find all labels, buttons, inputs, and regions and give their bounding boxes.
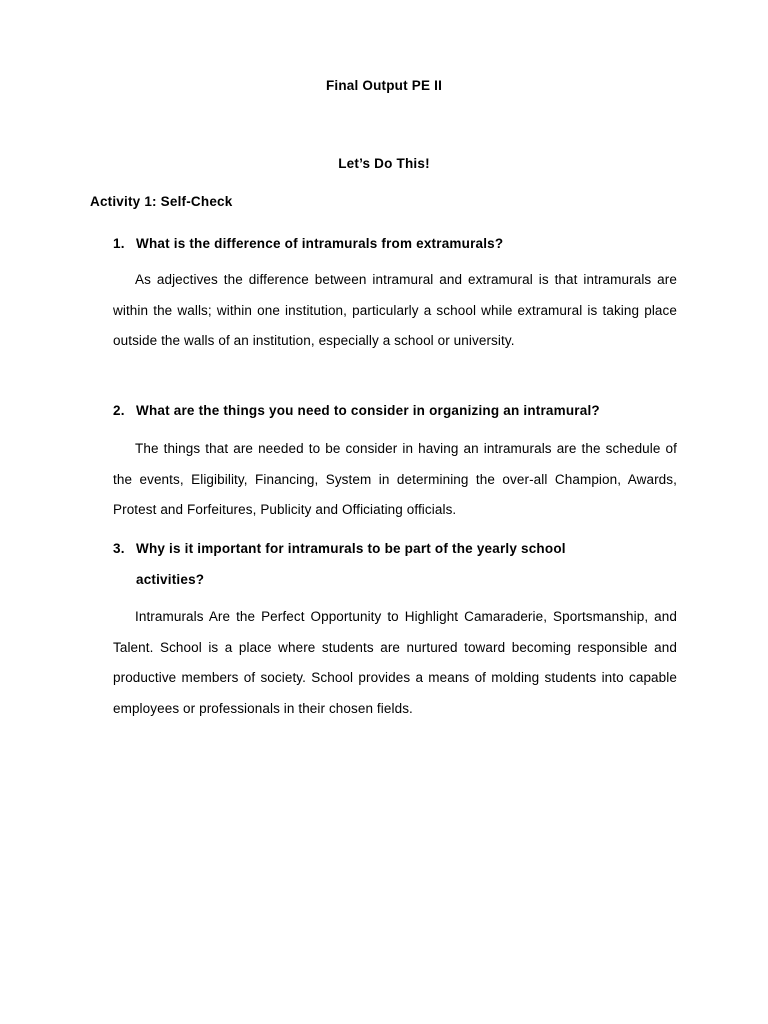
question-2 <box>113 395 683 426</box>
document-title: Final Output PE II <box>325 78 443 93</box>
question-text: Why is it important for intramurals to be part of the yearly school <box>136 541 566 556</box>
question-number: 2. <box>113 403 125 418</box>
question-text: What is the difference of intramurals from extramurals? <box>136 236 504 251</box>
document-subtitle: Let’s Do This! <box>338 156 430 171</box>
answer-1: As adjectives the difference between intramural and extramural is that intramurals are within the walls; within one institution, particularly a school while extramural is taking place outside the walls of an institution, especially a school or university. <box>113 272 677 348</box>
question-3 <box>113 533 683 595</box>
question-number: 3. <box>113 541 125 556</box>
answer-2: The things that are needed to be consider in having an intramurals are the schedule of the events, Eligibility, Financing, System in determining the over-all Champion, Awards, Protest and Forfeitures, Publicity and Officiating officials. <box>113 441 677 517</box>
question-text-continued: activities? <box>136 572 205 587</box>
question-number: 1. <box>113 236 125 251</box>
activity-heading: Activity 1: Self-Check <box>90 194 233 209</box>
question-1 <box>113 228 683 259</box>
question-text: What are the things you need to consider in organizing an intramural? <box>136 403 600 418</box>
answer-3: Intramurals Are the Perfect Opportunity to Highlight Camaraderie, Sportsmanship, and Talent. School is a place where students are nurtured toward becoming responsible and productive members of society. School provides a means of molding students into capable employees or professionals in their chosen fields. <box>113 609 677 716</box>
